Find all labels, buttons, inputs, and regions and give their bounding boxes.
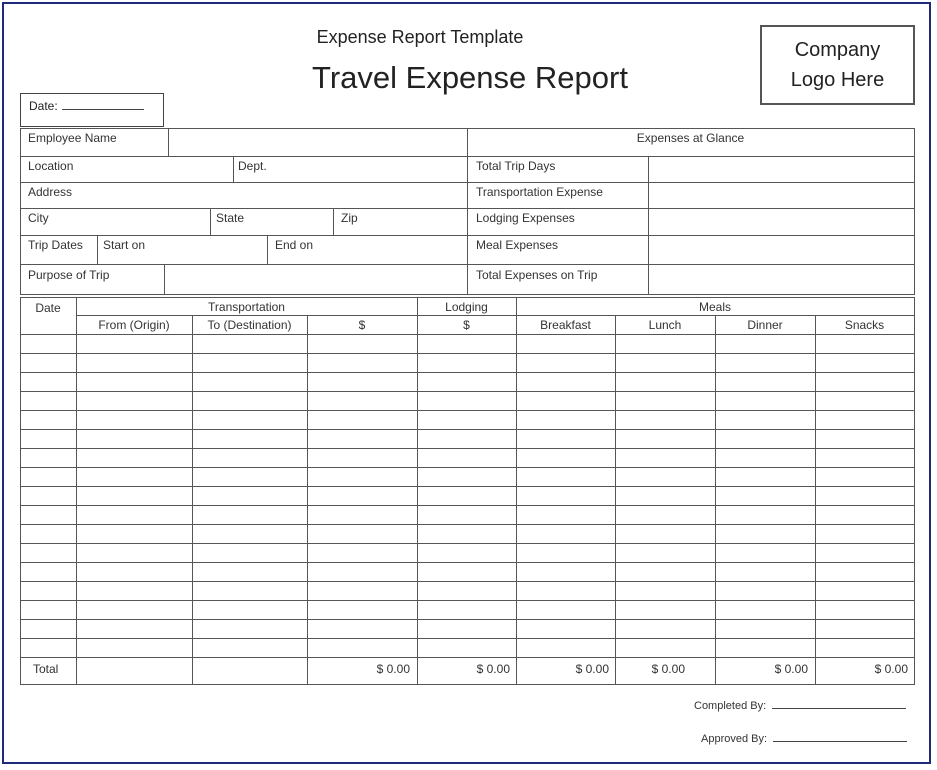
state-label: State bbox=[216, 211, 245, 225]
location-label: Location bbox=[28, 159, 74, 173]
employee-name-label: Employee Name bbox=[28, 131, 117, 145]
col-to: To (Destination) bbox=[207, 318, 292, 332]
meal-expenses-label: Meal Expenses bbox=[476, 238, 559, 252]
total-row-label: Total bbox=[33, 662, 59, 676]
total-breakfast: $ 0.00 bbox=[575, 662, 609, 676]
col-lodging: Lodging bbox=[445, 300, 488, 314]
completed-by-field[interactable] bbox=[694, 700, 906, 712]
total-trip-days-label: Total Trip Days bbox=[476, 159, 556, 173]
col-meals: Meals bbox=[698, 300, 731, 314]
template-subtitle: Expense Report Template bbox=[316, 27, 524, 47]
company-logo-placeholder bbox=[760, 25, 915, 105]
completed-by-label: Completed By: bbox=[694, 700, 767, 712]
logo-line-1: Company bbox=[794, 39, 881, 61]
total-dinner: $ 0.00 bbox=[774, 662, 808, 676]
zip-label: Zip bbox=[341, 211, 358, 225]
total-lunch: $ 0.00 bbox=[651, 662, 685, 676]
address-label: Address bbox=[28, 185, 73, 199]
city-label: City bbox=[28, 211, 49, 225]
col-transport-amount: $ bbox=[358, 318, 366, 332]
purpose-label: Purpose of Trip bbox=[28, 268, 110, 282]
end-on-label: End on bbox=[275, 238, 314, 252]
date-input-line[interactable] bbox=[62, 99, 144, 110]
trip-dates-label: Trip Dates bbox=[28, 238, 83, 252]
start-on-label: Start on bbox=[103, 238, 146, 252]
col-lunch: Lunch bbox=[648, 318, 682, 332]
transportation-expense-label: Transportation Expense bbox=[476, 185, 603, 199]
page-title: Travel Expense Report bbox=[312, 60, 628, 95]
completed-by-line[interactable] bbox=[772, 700, 906, 709]
col-date: Date bbox=[35, 301, 61, 315]
approved-by-line[interactable] bbox=[773, 733, 907, 742]
total-snacks: $ 0.00 bbox=[874, 662, 908, 676]
approved-by-label: Approved By: bbox=[701, 733, 768, 745]
total-lodging: $ 0.00 bbox=[476, 662, 510, 676]
lodging-expenses-label: Lodging Expenses bbox=[476, 211, 575, 225]
col-from: From (Origin) bbox=[98, 318, 170, 332]
col-snacks: Snacks bbox=[844, 318, 885, 332]
col-transportation: Transportation bbox=[208, 300, 285, 314]
dept-label: Dept. bbox=[238, 159, 267, 173]
date-field[interactable] bbox=[20, 93, 164, 127]
approved-by-field[interactable] bbox=[701, 733, 907, 745]
date-label: Date: bbox=[29, 99, 58, 113]
col-dinner: Dinner bbox=[747, 318, 783, 332]
col-breakfast: Breakfast bbox=[540, 318, 591, 332]
total-expenses-label: Total Expenses on Trip bbox=[476, 268, 598, 282]
logo-line-2: Logo Here bbox=[790, 69, 885, 91]
total-transport: $ 0.00 bbox=[376, 662, 410, 676]
col-lodging-amount: $ bbox=[463, 318, 470, 332]
glance-title: Expenses at Glance bbox=[636, 131, 745, 145]
